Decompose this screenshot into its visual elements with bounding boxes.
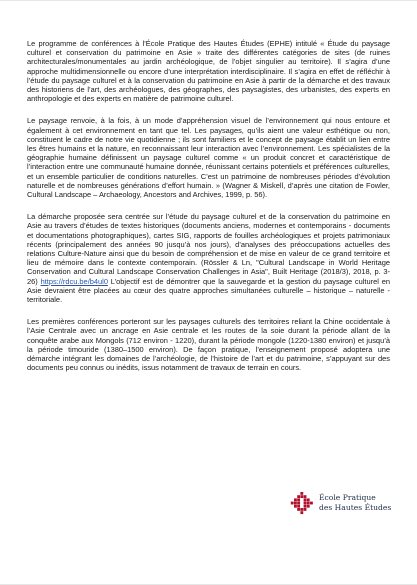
logo-mark-square xyxy=(297,505,300,508)
methodology-objective-text: L’objectif est de démontrer que la sauvegarde et la gestion du paysage culturel en Asie devraient être placées au cœur des quatre approches simultanées culturelle – historique – naturelle - territoriale. xyxy=(27,276,390,305)
logo-mark-square xyxy=(294,502,297,505)
logo-mark-square xyxy=(297,502,300,505)
logo-mark-square xyxy=(304,505,307,508)
logo-mark-square xyxy=(297,508,300,511)
logo-mark-square xyxy=(294,505,297,508)
logo-mark-square xyxy=(304,495,307,498)
logo-mark-square xyxy=(304,498,307,501)
logo-mark-square xyxy=(300,492,303,495)
document-body xyxy=(27,39,390,386)
logo-mark-square xyxy=(300,508,303,511)
logo-mark-square xyxy=(297,495,300,498)
logo-mark-square xyxy=(300,511,303,514)
logo-text-line2: des Hautes Études xyxy=(319,503,392,512)
methodology-text: La démarche proposée sera centrée sur l’étude du paysage culturel et de la conservation du patrimoine en Asie au travers d’études de textes historiques (documents anciens, modernes et contemporains - documents et documentations photographiques), cartes SIG, rapports de fouilles archéologiques et projets patrimoniaux récents (principalement des années 90 jusqu’à nos jours), d’analyses des préoccupations actuelles des relations Culture-Nature ainsi que du besoin de compréhension et de mise en valeur de ce grand territoire et lieu de mémoire dans le contexte contemporain. (Rössler & Ln, "Cultural Landscape in World Heritage Conservation and Cultural Landscape Conservation Challenges in Asia", Built Heritage (2018/3), 2018, p. 3-26) xyxy=(27,212,390,286)
logo-mark-square xyxy=(300,495,303,498)
paragraph-intro: Le programme de conférences à l’École Pratique des Hautes Études (EPHE) intitulé « Étude du paysage culturel et conservation du patrimoine en Asie » traite des différentes catégories de sites (de ruines architecturales/monumentales au jardin archéologique, de l’objet singulier au territoire). Il s’agira d’une approche multidimensionnelle ou encore d’une interprétation interdisciplinaire. Il s’agira en effet de réfléchir à l’étude du paysage culturel et à la conservation du patrimoine en Asie à partir de la démarche et des travaux des historiens de l’art, des archéologues, des géographes, des paysagistes, des urbanistes, des experts en anthropologie et des experts en matière de patrimoine culturel. xyxy=(27,39,390,104)
logo-mark-square xyxy=(304,508,307,511)
logo-mark-square xyxy=(307,498,310,501)
logo-mark-square xyxy=(291,502,294,505)
logo-mark-square xyxy=(297,498,300,501)
paragraph-landscape-definition: Le paysage renvoie, à la fois, à un mode d’appréhension visuel de l’environnement qui nous entoure et également à cet environnement en tant que tel. Les paysages, qu’ils aient une valeur esthétique ou non, constituent le cadre de notre vie quotidienne ; ils sont familiers et le concept de paysage établit un lien entre les êtres humains et la nature, en reconnaissant leur interaction avec l’environnement. Les spécialistes de la géographie humaine définissent un paysage culturel comme « un produit concret et caractéristique de l’interaction entre une communauté humaine donnée, réunissant certains potentiels et préférences culturelles, et un ensemble particulier de conditions naturelles. C’est un patrimoine de nombreuses périodes d’évolution naturelle et de nombreuses générations d’effort humain. » (Wagner & Miskell, d’après une citation de Fowler, Cultural Landscape – Archaeology, Ancestors and Archives, 1999, p. 56). xyxy=(27,116,390,200)
logo-text-line1: École Pratique xyxy=(319,493,376,502)
logo-mark-square xyxy=(304,502,307,505)
paragraph-first-lectures: Les premières conférences porteront sur les paysages culturels des territoires reliant la Chine occidentale à l’Asie Centrale avec un ancrage en Asie centrale et les routes de la soie durant la période allant de la conquête arabe aux Mongols (712 environ - 1220), durant la période mongole (1220-1380 environ) et jusqu’à la période timouride (1380–1500 environ). De façon pratique, l’enseignement proposé adoptera une démarche intégrant les domaines de l’archéologie, de l’histoire de l’art et du patrimoine, s’appuyant sur des documents peu connus ou inédits, issus notamment de travaux de terrain en cours. xyxy=(27,317,390,373)
paragraph-methodology xyxy=(27,212,390,304)
logo-mark-square xyxy=(307,502,310,505)
logo-mark-square xyxy=(294,498,297,501)
ephe-logo-mark-icon xyxy=(290,491,314,515)
reference-link[interactable]: https://rdcu.be/b4ul0 xyxy=(40,276,108,286)
ephe-logo xyxy=(290,490,410,530)
logo-mark-square xyxy=(307,505,310,508)
logo-mark-square xyxy=(310,502,313,505)
